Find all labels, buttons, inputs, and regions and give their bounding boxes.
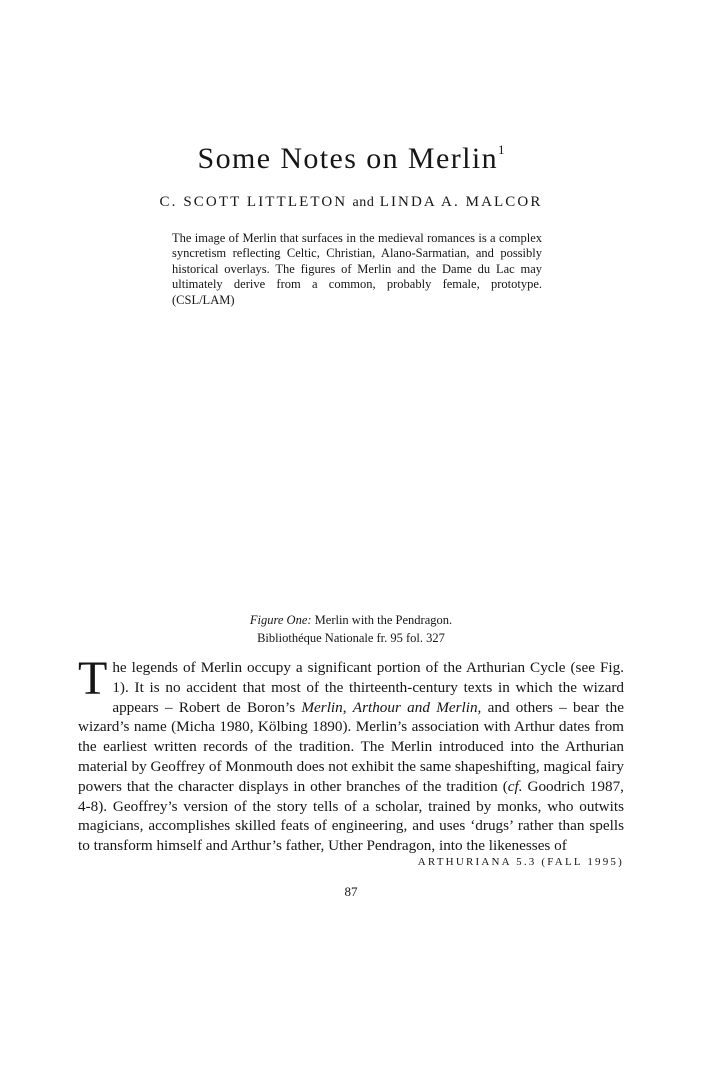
article-title bbox=[0, 133, 702, 176]
body-text-a: he legends of Merlin occupy a significant portion of the Arthurian Cycle (see Fig. 1). It is no accident that most of the thirteenth-century texts in which the wizard appears – Robert de Boron’s bbox=[112, 659, 624, 716]
body-text-b: , bbox=[342, 698, 353, 716]
author-littleton: C. SCOTT LITTLETON bbox=[159, 194, 348, 210]
title-footnote-marker[interactable]: 1 bbox=[497, 142, 505, 157]
caption-line-one bbox=[0, 611, 702, 629]
body-text-d: Goodrich 1987, 4-8). Geoffrey’s version of the story tells of a scholar, trained by monks, who outwits magicians, accomplishes skilled feats of engineering, and uses ‘drugs’ rather than spells to transform himself and Arthur’s father, Uther Pendragon, into the likenesses of bbox=[78, 777, 624, 855]
drop-cap: T bbox=[78, 652, 108, 705]
abstract-text: The image of Merlin that surfaces in the medieval romances is a complex syncretism reflecting Celtic, Christian, Alano-Sarmatian, and possibly historical overlays. The figures of Merlin and the Dame du Lac may ultimately derive from a common, probably female, prototype. (CSL/LAM) bbox=[172, 231, 542, 307]
figure-placeholder bbox=[160, 320, 542, 592]
abstract bbox=[172, 231, 542, 308]
body-text-c: , and others – bear the wizard’s name (Micha 1980, Kölbing 1890). Merlin’s association with Arthur dates from the earliest written records of the tradition. The Merlin introduced into the Arthurian material by Geoffrey of Monmouth does not exhibit the same shapeshifting, magical fairy powers that the character displays in other branches of the tradition ( bbox=[78, 698, 624, 795]
article-title-text: Some Notes on Merlin bbox=[197, 142, 498, 175]
author-malcor: LINDA A. MALCOR bbox=[379, 194, 543, 210]
figure-caption bbox=[0, 611, 702, 647]
author-line bbox=[0, 194, 702, 211]
title-merlin: Merlin bbox=[301, 698, 343, 716]
journal-citation: ARTHURIANA 5.3 (FALL 1995) bbox=[417, 856, 624, 868]
author-conjunction: and bbox=[352, 195, 375, 210]
caption-label: Figure One: bbox=[249, 613, 312, 627]
page-number: 87 bbox=[344, 884, 358, 899]
caption-source: Bibliothéque Nationale fr. 95 fol. 327 bbox=[257, 631, 445, 645]
cf-abbreviation: cf. bbox=[507, 777, 523, 795]
body-paragraph bbox=[78, 652, 624, 856]
body-text bbox=[78, 652, 624, 856]
title-arthour-and-merlin: Arthour and Merlin bbox=[352, 698, 478, 716]
caption-text: Merlin with the Pendragon. bbox=[311, 613, 453, 627]
